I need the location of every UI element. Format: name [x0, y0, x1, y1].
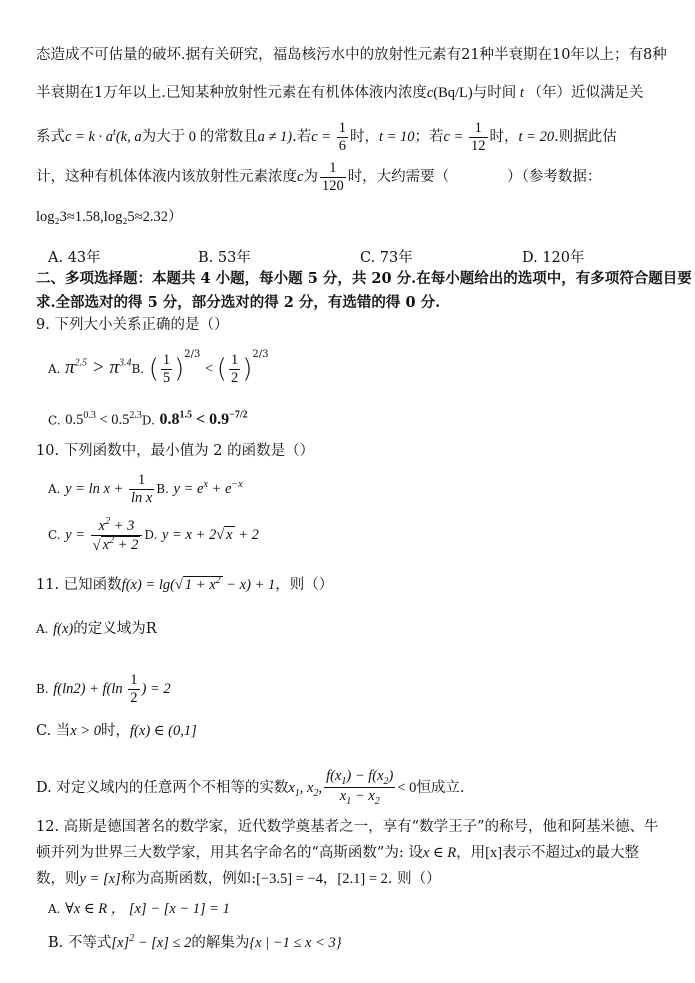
q11-stem [36, 576, 333, 592]
option-label: D. [144, 528, 158, 542]
q8-text: ；若 [414, 129, 444, 146]
fraction: $\frac{1}{5}$ [162, 352, 171, 386]
q11-option-c [36, 724, 197, 739]
q12-text: . 则（） [387, 871, 441, 887]
math: ∀x ∈ R ， [x] − [x − 1] = 1 [65, 901, 230, 917]
q8-option-b [198, 246, 251, 267]
math: t = 20 [518, 129, 555, 146]
q8-line-4 [36, 160, 601, 194]
q8-text: .若 [292, 129, 312, 146]
q10-option-ab [48, 472, 243, 506]
math: c [426, 85, 434, 101]
q9-option-cd [48, 410, 248, 429]
q12-line-2 [36, 846, 639, 861]
section-text: 二、多项选择题：本题共 4 小题，每小题 5 分，共 20 分.在每小题给出的选项中，有多项符合题目要 [36, 270, 692, 287]
option-text: A. 43年 [48, 250, 101, 266]
option-label: A. [48, 902, 61, 916]
fraction: $\frac{1}{6}$ [338, 120, 346, 154]
option-label: A. [48, 362, 61, 377]
q10-text: 10. 下列函数中，最小值为 2 的函数是（） [36, 443, 315, 459]
option-text: C. 73年 [360, 250, 413, 266]
math: [x] [485, 845, 503, 861]
q9-option-ab: A. $\pi^{2.5} > \pi^{3.4}B$. ( $\frac{1}{5}$ )$^{2/3}$ < ( $\frac{1}{2}$ )$^{2/3}$ [48, 349, 269, 386]
option-text: 的定义域为R [73, 621, 157, 637]
math: t [516, 85, 528, 101]
fraction: $\frac{1}{2}$ [130, 672, 138, 706]
math: x [574, 845, 581, 861]
q12-text: ， [322, 871, 338, 887]
q12-text: 表示不超过 [502, 845, 575, 861]
q12-text: ，用 [456, 845, 486, 861]
option-label: A. [48, 482, 61, 497]
math: $[x]^2 - [x] \le 2$ [111, 933, 192, 951]
fraction: $\frac{x^2 + 3}{√ x^2 + 2}$ [91, 516, 143, 554]
q8-text: 与时间 [472, 85, 517, 101]
q12-text: 称为高斯函数，例如: [120, 871, 257, 887]
option-text: B. 53年 [198, 250, 251, 266]
q8-text: 时，大约需要（ ）（参考数据： [347, 169, 602, 186]
math: [−3.5] = −4 [256, 871, 323, 887]
q8-text: 的常数且 [199, 129, 258, 146]
q8-text: 半衰期在1万年以上.已知某种放射性元素在有机体体液内浓度 [36, 85, 427, 101]
math: y = x + 2√ x + 2 [162, 527, 259, 543]
math: a ≠ 1) [257, 129, 293, 146]
option-label: C. [48, 528, 61, 542]
math: y = [65, 527, 89, 543]
q9-text: 9. 下列大小关系正确的是（） [36, 317, 229, 333]
section-heading [36, 272, 692, 287]
option-text: C. 当 [36, 723, 71, 739]
q8-option-a [48, 246, 101, 267]
option-label: C. [48, 413, 61, 428]
q8-text: 时， [489, 129, 519, 146]
q12-text: 12. 高斯是德国著名的数学家，近代数学奠基者之一，享有“数学王子”的称号，他和阿基米德、牛 [36, 819, 659, 835]
option-text: 的解集为 [191, 934, 250, 951]
math: (Bq/L) [433, 85, 473, 101]
q8-text: 时， [349, 129, 379, 146]
q8-text: 为 [303, 169, 318, 186]
q8-reference-data [36, 210, 182, 225]
math: $x_1$, $x_2$, [288, 779, 323, 799]
q8-text: 态造成不可估量的破坏.据有关研究，福岛核污水中的放射性元素有21种半衰期在10年以上；有8种 [36, 47, 667, 63]
q8-option-d [522, 246, 585, 267]
fraction: $\frac{1}{2}$ [230, 352, 239, 386]
q8-line-1 [36, 48, 667, 63]
q8-text: （年）近似满足关 [527, 85, 644, 101]
q8-text: .则据此估 [554, 129, 617, 146]
math: y = [x] [79, 871, 121, 887]
math: t = 10 [378, 129, 415, 146]
math: f(x) ∈ (0,1] [130, 723, 197, 739]
fraction: $\frac{f(x_1) - f(x_2)}{x_1 - x_2}$ [326, 768, 394, 808]
math: c = [443, 129, 468, 146]
q8-option-c [360, 246, 413, 267]
math: $c = k \cdot a^t(k$, a [65, 127, 142, 146]
math: {x | −1 ≤ x < 3} [249, 934, 342, 951]
q8-text: 计，这种有机体体液内该放射性元素浓度 [36, 169, 297, 186]
q10-stem [36, 444, 314, 459]
q11-option-a [36, 622, 157, 637]
q11-option-d [36, 768, 465, 808]
option-label: A. [36, 622, 49, 636]
math: [2.1] = 2 [337, 871, 388, 887]
math: ) = 2 [141, 681, 171, 698]
q8-text: log₂3≈1.58,log₂5≈2.32） [36, 209, 183, 225]
q8-text: 为大于 [141, 129, 186, 146]
q8-line-3 [36, 120, 617, 154]
q8-line-2 [36, 86, 644, 101]
q12-text: 顿并列为世界三大数学家，用其名字命名的“高斯函数”为: 设 [36, 845, 423, 861]
q12-text: 的最大整 [580, 845, 639, 861]
option-label: B. [36, 682, 49, 697]
math: f(ln2) + f(ln [53, 681, 127, 698]
option-text: 时， [101, 723, 131, 739]
q12-option-b [48, 934, 342, 950]
fraction: $\frac{1}{12}$ [471, 120, 486, 154]
fraction: $\frac{1}{120}$ [321, 160, 344, 194]
q9-stem [36, 318, 228, 333]
math: $0.8^{1.5} < 0.9^{-7/2}$ [159, 410, 248, 429]
option-label: B. [156, 482, 169, 497]
math: 0 [185, 129, 200, 146]
math: $y = e^x + e^{-x}$ [173, 479, 243, 498]
option-label: D. [141, 413, 155, 428]
q12-option-a [48, 902, 230, 917]
option-text: D. 120年 [522, 250, 585, 266]
math: $0.5^{0.3} < 0.5^{2.3}$ [65, 410, 142, 429]
option-text: B. 不等式 [48, 934, 112, 951]
fraction: $\frac{1}{\text{ln x}}$ [130, 472, 153, 506]
section-text: 求.全部选对的得 5 分，部分选对的得 2 分，有选错的得 0 分. [36, 294, 441, 311]
math: < 0 [397, 779, 417, 796]
math: x ∈ R [422, 845, 457, 861]
option-text: 恒成立. [416, 779, 465, 796]
q11-text: 11. 已知函数 [36, 576, 122, 593]
q11-text: ，则（） [275, 576, 334, 593]
section-heading-2 [36, 296, 440, 311]
q12-line-3 [36, 872, 441, 887]
q12-text: 数，则 [36, 871, 80, 887]
math: c = [311, 129, 335, 146]
option-text: D. 对定义域内的任意两个不相等的实数 [36, 779, 289, 796]
q11-option-b [36, 672, 171, 706]
math: x > 0 [70, 723, 102, 739]
math: f(x) [53, 621, 74, 637]
math: y = ln x + [65, 481, 127, 498]
option-label: B. [131, 362, 145, 377]
math: c [297, 169, 304, 186]
math: f(x) = lg(√ $1 + x^2 - x) + 1$ [121, 575, 276, 593]
q10-option-cd [48, 516, 259, 554]
q12-line-1 [36, 820, 659, 835]
math: $\pi^{2.5} > \pi^{3.4}$ [65, 357, 132, 379]
q8-text: 系式 [36, 129, 65, 146]
